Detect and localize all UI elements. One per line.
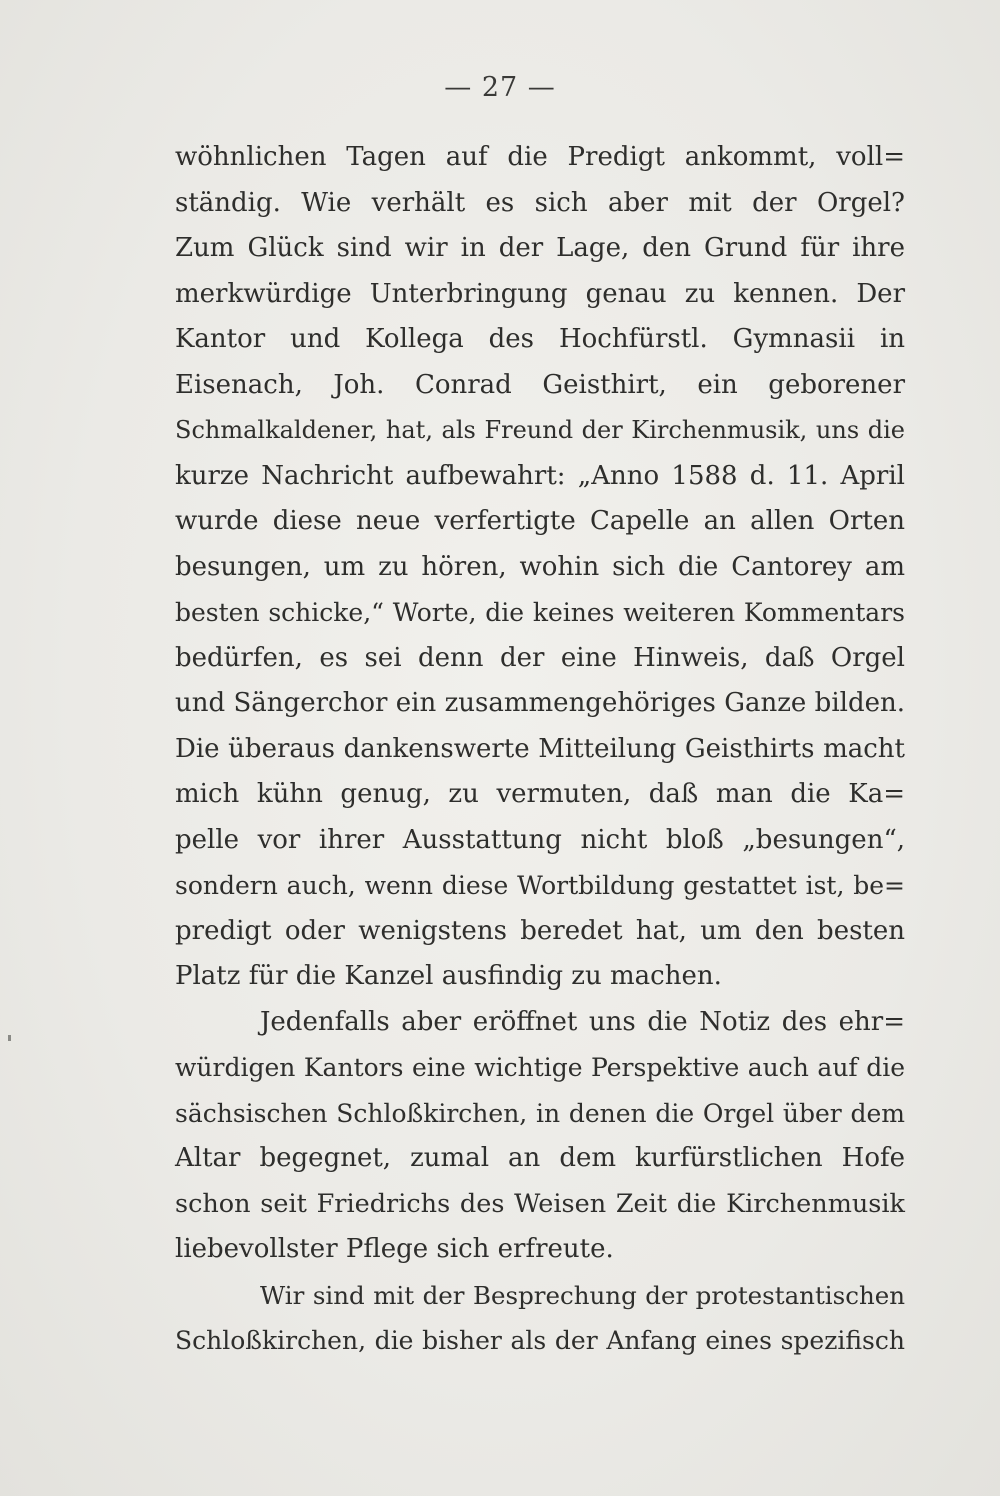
text-line: Zum Glück sind wir in der Lage, den Grund für ihre bbox=[175, 233, 905, 263]
paragraph-start-line: Wir sind mit der Besprechung der protestantischen bbox=[260, 1280, 905, 1310]
paragraph-end-line: Platz für die Kanzel ausfindig zu machen. bbox=[175, 961, 722, 991]
margin-speck bbox=[8, 1035, 11, 1041]
text-line: besten schicke,“ Worte, die keines weiteren Kommentars bbox=[175, 598, 905, 627]
text-line: wöhnlichen Tagen auf die Predigt ankommt, voll= bbox=[175, 142, 905, 172]
text-line: Schloßkirchen, die bisher als der Anfang eines spezifisch bbox=[175, 1326, 905, 1355]
text-line: mich kühn genug, zu vermuten, daß man die Ka= bbox=[175, 779, 905, 809]
text-line: würdigen Kantors eine wichtige Perspektive auch auf die bbox=[175, 1053, 905, 1082]
page-number: — 27 — bbox=[444, 72, 556, 103]
text-line: predigt oder wenigstens beredet hat, um den besten bbox=[175, 915, 905, 946]
text-line: merkwürdige Unterbringung genau zu kennen. Der bbox=[175, 278, 905, 309]
text-line: schon seit Friedrichs des Weisen Zeit die Kirchenmusik bbox=[175, 1188, 905, 1219]
paragraph-start-line: Jedenfalls aber eröffnet uns die Notiz des ehr= bbox=[260, 1006, 905, 1037]
text-line: sächsischen Schloßkirchen, in denen die Orgel über dem bbox=[175, 1098, 905, 1128]
text-line: sondern auch, wenn diese Wortbildung gestattet ist, be= bbox=[175, 871, 905, 900]
text-line: Eisenach, Joh. Conrad Geisthirt, ein geborener bbox=[175, 369, 905, 400]
text-line: bedürfen, es sei denn der eine Hinweis, daß Orgel bbox=[175, 642, 905, 673]
text-line: Altar begegnet, zumal an dem kurfürstlichen Hofe bbox=[175, 1143, 905, 1173]
text-line: besungen, um zu hören, wohin sich die Cantorey am bbox=[175, 551, 905, 582]
text-line: pelle vor ihrer Ausstattung nicht bloß „besungen“, bbox=[175, 824, 905, 855]
paragraph-end-line: liebevollster Pflege sich erfreute. bbox=[175, 1234, 614, 1264]
text-line: kurze Nachricht aufbewahrt: „Anno 1588 d. 11. April bbox=[175, 460, 905, 491]
text-line: Schmalkaldener, hat, als Freund der Kirchenmusik, uns die bbox=[175, 416, 905, 444]
text-line: ständig. Wie verhält es sich aber mit der Orgel? bbox=[175, 187, 905, 218]
text-line: und Sängerchor ein zusammengehöriges Ganze bilden. bbox=[175, 688, 905, 718]
text-line: Kantor und Kollega des Hochfürstl. Gymnasii in bbox=[175, 324, 905, 354]
text-line: wurde diese neue verfertigte Capelle an allen Orten bbox=[175, 506, 905, 536]
body-text bbox=[175, 135, 905, 1364]
text-line: Die überaus dankenswerte Mitteilung Geisthirts macht bbox=[175, 733, 905, 764]
